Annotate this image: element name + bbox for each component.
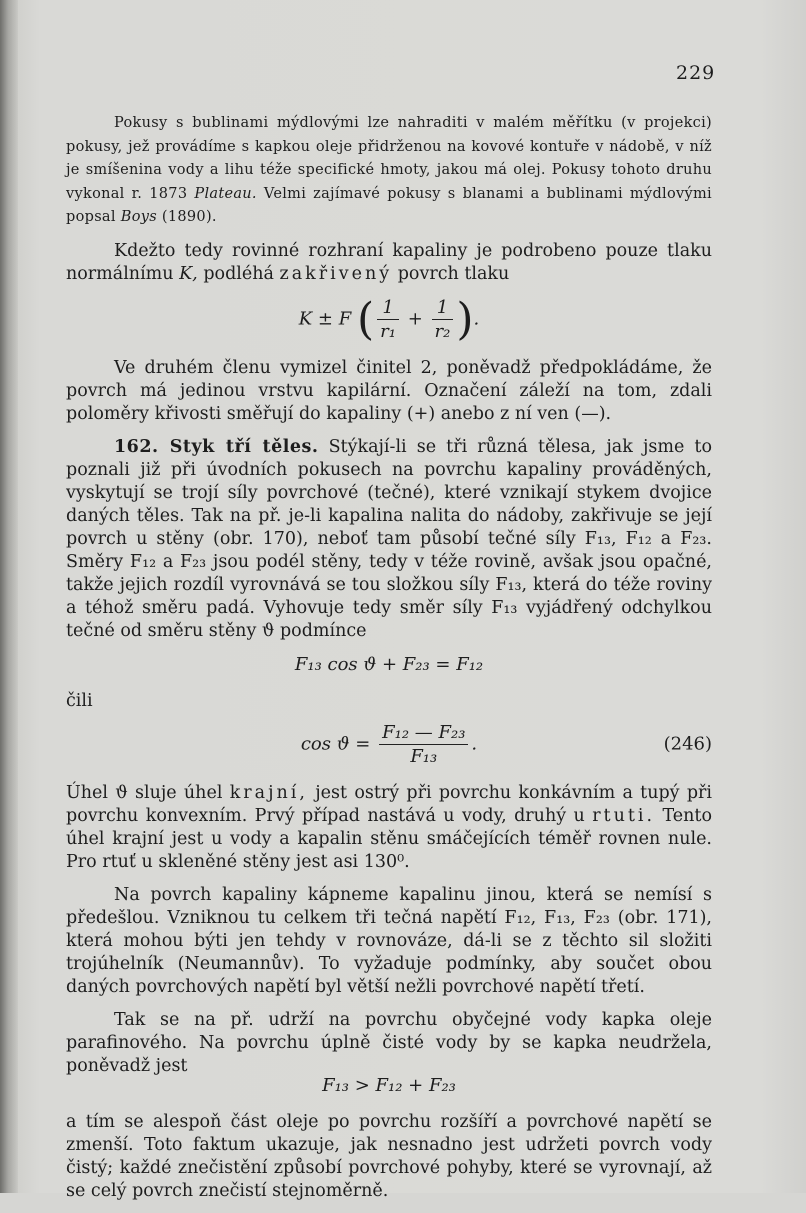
section-number: 162. [114, 436, 159, 457]
fraction-1-den: r₁ [380, 320, 396, 342]
p4-text: Stýkají-li se tři různá tělesa, jak jsme to poznali již při úvodních pokusech na povrchu kapaliny prováděných, vyskytují se trojí síly povrchové (tečné), které vznikají stykem dvojice daných těles. Tak na př. je-li kapalina nalita do nádoby, zakřivuje se její povrch u stěny (obr. 170), neboť tam působí tečné síly F₁₃, F₁₂ a F₂₃. Směry F₁₂ a F₂₃ jsou podél stěny, tedy v téže rovině, avšak jsou opačné, takže jejich rozdíl vyrovnává se tou složkou síly F₁₃, která do téže roviny a téhož směru padá. Vyhovuje tedy směr síly F₁₃ vyjádřený odchylkou tečné od směru stěny ϑ podmínce [66, 436, 712, 641]
paragraph-7: Tak se na př. udrží na povrchu obyčejné vody kapka oleje parafinového. Na povrchu úplně čisté vody by se kapka neudržela, poněvadž jest [66, 1009, 712, 1076]
book-spine-shadow [0, 0, 18, 1193]
formula-equilibrium: F₁₃ cos ϑ + F₂₃ = F₁₂ [294, 653, 484, 675]
p2-text: Kdežto tedy rovinné rozhraní kapaliny je podrobeno pouze tlaku normálnímu [66, 240, 712, 284]
page-number: 229 [676, 62, 716, 84]
fraction-2-den: r₂ [434, 320, 451, 342]
p2-symbol-k: K, [179, 263, 198, 284]
formula-246 [66, 721, 712, 768]
p2-text-c: povrch tlaku [397, 263, 510, 284]
formula-inequality: F₁₃ > F₁₂ + F₂₃ [322, 1074, 456, 1096]
formula-246-num: F₁₂ — F₂₃ [379, 721, 468, 745]
cili-label: čili [66, 690, 93, 711]
formula-246-left: cos ϑ = [300, 733, 371, 754]
p5-text-c: Tento úhel krajní jest u vody a kapalin stěnu smáčejících téměř rovnen nule. Pro rtuť u skleněné stěny jest asi 130⁰. [66, 805, 712, 872]
p1-name-plateau: Plateau. [194, 185, 257, 202]
p5-text: Úhel ϑ sluje úhel [66, 782, 223, 803]
paragraph-3: Ve druhém členu vymizel činitel 2, poněvadž předpokládáme, že povrch má jedinou vrstvu kapilární. Označení záleží na tom, zdali poloměry křivosti směřují do kapaliny (+) anebo z ní ven (—). [66, 357, 712, 424]
formula-pressure-left: K ± F [298, 308, 352, 329]
p1-text-c: (1890). [161, 209, 217, 225]
section-heading [114, 437, 318, 457]
formula-pressure [66, 293, 712, 345]
left-paren: ( [356, 293, 375, 345]
fraction-2-num: 1 [432, 296, 454, 320]
formula-246-fraction [379, 721, 468, 768]
p5-spaced-krajni: krajní, [229, 782, 308, 803]
section-title: Styk tří těles. [169, 436, 319, 457]
paragraph-2 [66, 240, 712, 286]
p5-spaced-rtuti: rtuti. [592, 805, 656, 826]
p5-text-b: jest ostrý při povrchu konkávním a tupý při povrchu konvexním. Prvý případ nastává u vody, druhý u [66, 782, 713, 826]
p1-text-b: Velmi zajímavé pokusy s blanami a bublinami mýdlovými popsal [66, 185, 712, 225]
p2-spaced-word: zakřivený [279, 263, 393, 284]
fraction-1-r2 [432, 296, 454, 343]
formula-246-den: F₁₃ [410, 745, 438, 767]
equation-number: (246) [663, 733, 712, 755]
page-text [66, 112, 712, 1213]
fraction-1-r1 [377, 296, 399, 343]
paragraph-4 [66, 436, 712, 643]
paragraph-6: Na povrch kapaliny kápneme kapalinu jinou, která se nemísí s předešlou. Vzniknou tu celkem tři tečná napětí F₁₂, F₁₃, F₂₃ (obr. 171), která mohou býti jen tehdy v rovnováze, dá-li se z těchto sil složiti trojúhelník (Neumannův). To vyžaduje podmínky, aby součet obou daných povrchových napětí byl větší nežli povrchové napětí třetí. [66, 884, 712, 997]
paragraph-5 [66, 782, 712, 874]
p2-text-b: podléhá [203, 263, 274, 284]
formula-pressure-end: . [473, 308, 480, 329]
fraction-1-num: 1 [377, 296, 399, 320]
formula-plus: + [407, 308, 423, 329]
formula-246-end: . [471, 733, 478, 754]
paragraph-1 [66, 112, 712, 230]
p1-name-boys: Boys [120, 209, 157, 225]
paragraph-8: a tím se alespoň část oleje po povrchu rozšíří a povrchové napětí se zmenší. Toto faktum ukazuje, jak nesnadno jest udržeti povrch vody čistý; každé znečistění způsobí povrchové pohyby, které se vyrovnají, až se celý povrch znečistí stejnoměrně. [66, 1111, 712, 1201]
p1-text: Pokusy s bublinami mýdlovými lze nahraditi v malém měřítku (v projekci) pokusy, jež provádíme s kapkou oleje přidrženou na kovové kontuře v nádobě, v níž je smíšenina vody a lihu téže specifické hmoty, jakou má olej. Pokusy tohoto druhu vykonal r. 1873 [66, 115, 712, 202]
right-paren: ) [456, 293, 474, 345]
